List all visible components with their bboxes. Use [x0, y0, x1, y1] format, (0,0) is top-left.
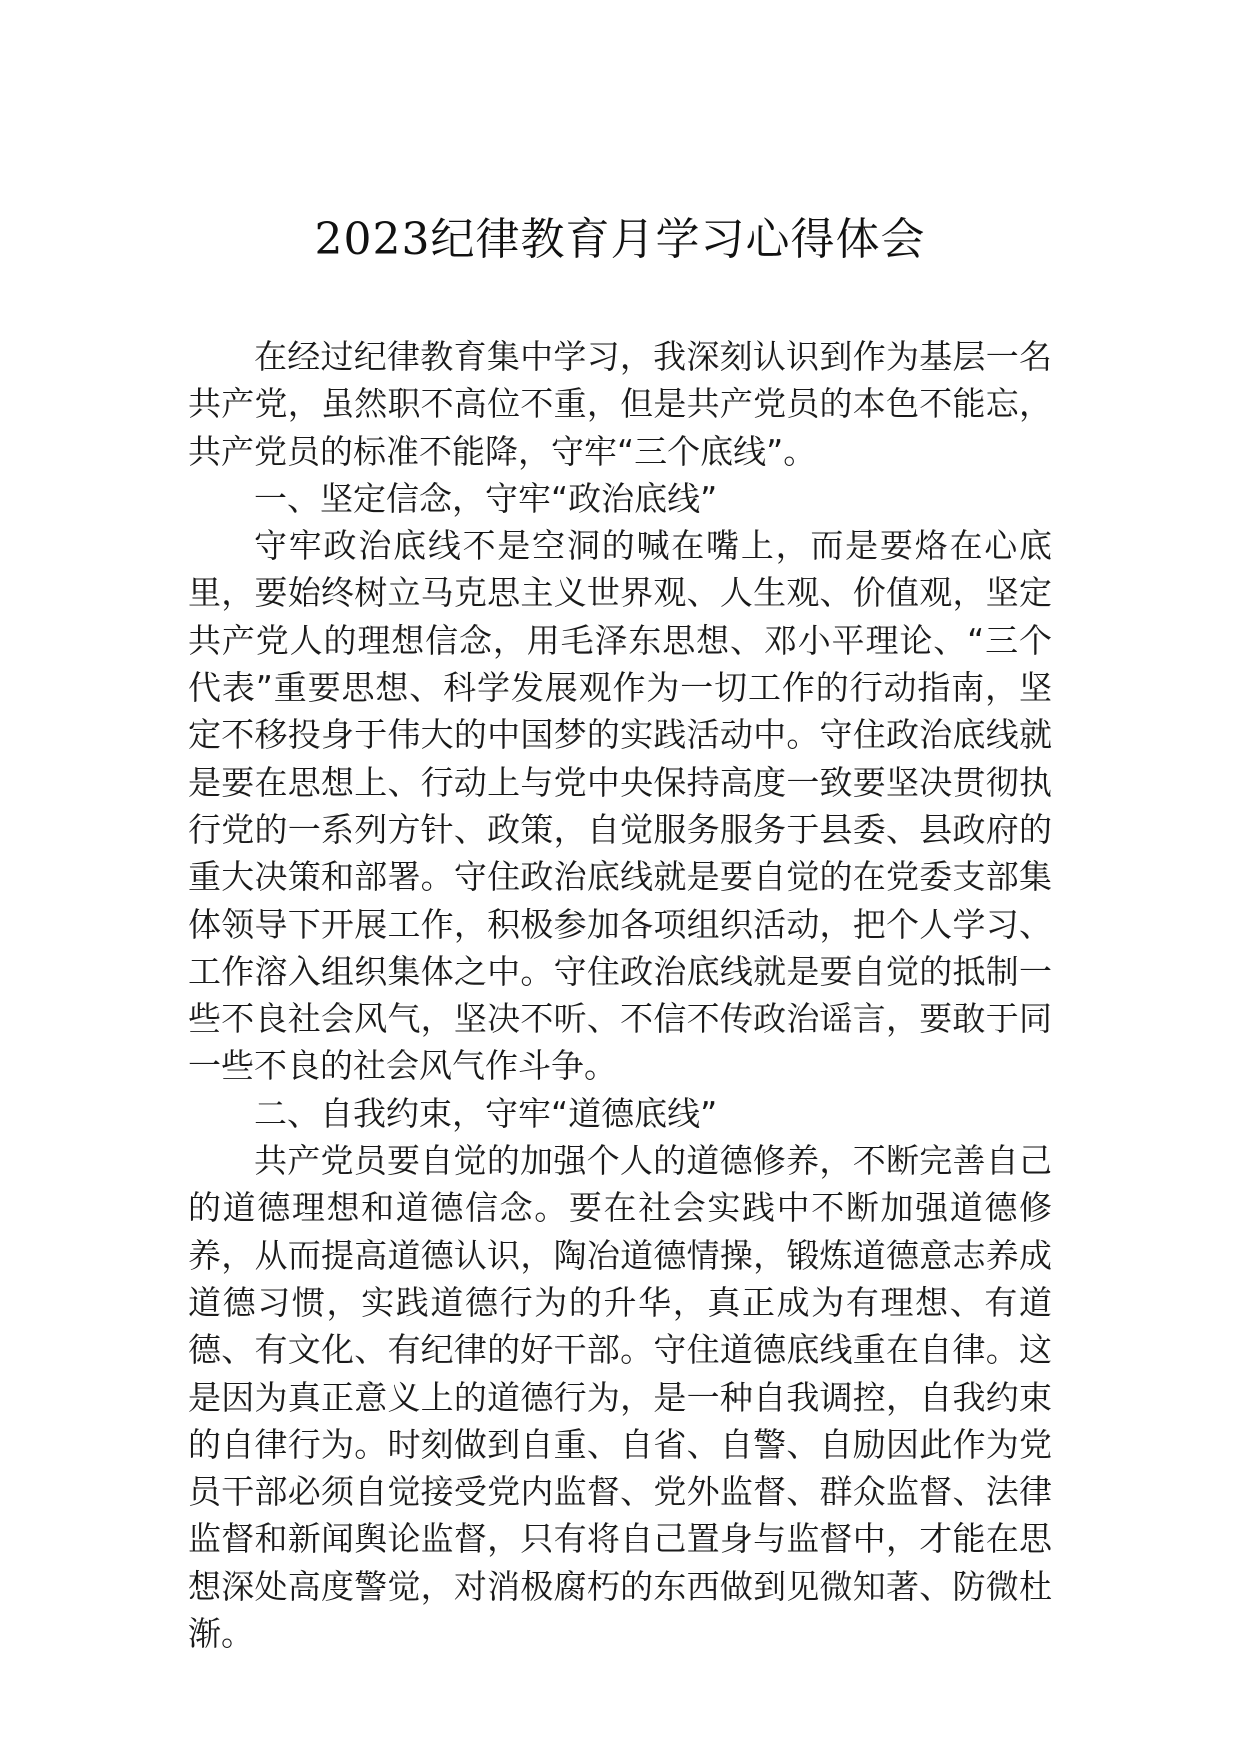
section-body-moral: 共产党员要自觉的加强个人的道德修养，不断完善自己的道德理想和道德信念。要在社会实践中不断加强道德修养，从而提高道德认识，陶冶道德情操，锻炼道德意志养成道德习惯，实践道德行为的升华，真正成为有理想、有道德、有文化、有纪律的好干部。守住道德底线重在自律。这是因为真正意义上的道德行为，是一种自我调控，自我约束的自律行为。时刻做到自重、自省、自警、自励因此作为党员干部必须自觉接受党内监督、党外监督、群众监督、法律监督和新闻舆论监督，只有将自己置身与监督中，才能在思想深处高度警觉，对消极腐朽的东西做到见微知著、防微杜渐。 [188, 1141, 1052, 1654]
section-heading-political: 一、坚定信念，守牢“政治底线” [254, 478, 718, 518]
document-body [188, 333, 1052, 1657]
intro-paragraph: 在经过纪律教育集中学习，我深刻认识到作为基层一名共产党，虽然职不高位不重，但是共产党员的本色不能忘，共产党员的标准不能降，守牢“三个底线”。 [188, 337, 1052, 471]
document-title: 2023纪律教育月学习心得体会 [314, 214, 926, 265]
section-heading-moral: 二、自我约束，守牢“道德底线” [254, 1093, 718, 1133]
section-body-political: 守牢政治底线不是空洞的喊在嘴上，而是要烙在心底里，要始终树立马克思主义世界观、人生观、价值观，坚定共产党人的理想信念，用毛泽东思想、邓小平理论、“三个代表”重要思想、科学发展观作为一切工作的行动指南，坚定不移投身于伟大的中国梦的实践活动中。守住政治底线就是要在思想上、行动上与党中央保持高度一致要坚决贯彻执行党的一系列方针、政策，自觉服务服务于县委、县政府的重大决策和部署。守住政治底线就是要自觉的在党委支部集体领导下开展工作，积极参加各项组织活动，把个人学习、工作溶入组织集体之中。守住政治底线就是要自觉的抵制一些不良社会风气，坚决不听、不信不传政治谣言，要敢于同一些不良的社会风气作斗争。 [188, 526, 1052, 1086]
